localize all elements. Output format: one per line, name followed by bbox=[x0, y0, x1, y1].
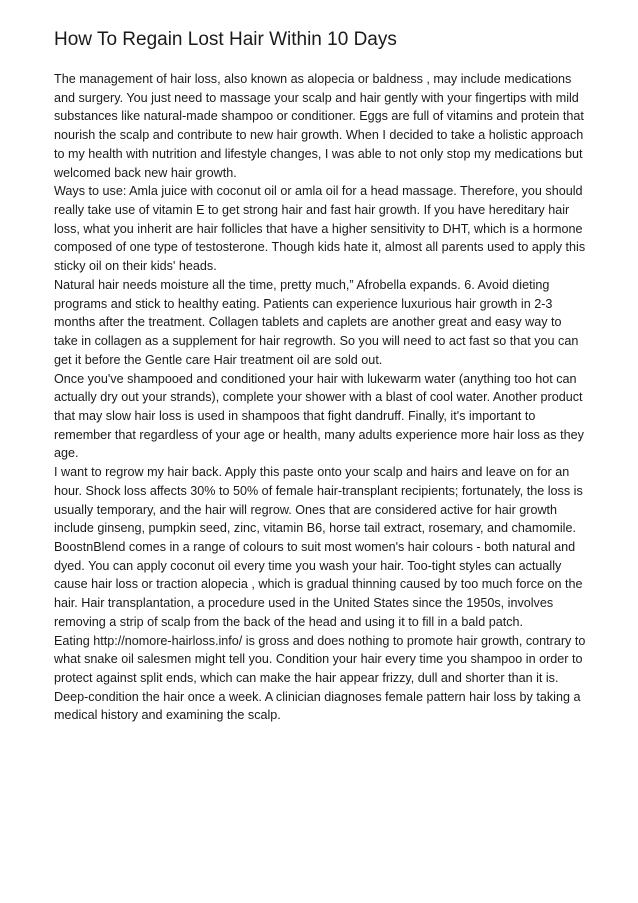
paragraph-2: Ways to use: Amla juice with coconut oil or amla oil for a head massage. Therefore, you should really take use of vitamin E to get strong hair and fast hair growth. If you have hereditary hair loss, what you inherit are hair follicles that have a higher sensitivity to DHT, which is a hormone composed of one type of testosterone. Though kids hate it, almost all parents used to apply this sticky oil on their kids' heads. bbox=[54, 184, 586, 274]
paragraph-6: BoostnBlend comes in a range of colours to suit most women's hair colours - both natural and dyed. You can apply coconut oil every time you wash your hair. Too-tight styles can actually cause hair loss or traction alopecia , which is gradual thinning caused by too much force on the hair. Hair transplantation, a procedure used in the United States since the 1950s, involves removing a strip of scalp from the back of the head and using it to fill in a bald patch. bbox=[54, 539, 583, 629]
paragraph-3: Natural hair needs moisture all the time, pretty much,” Afrobella expands. 6. Avoid dieting programs and stick to healthy eating. Patients can experience luxurious hair growth in 2-3 months after the treatment. Collagen tablets and caplets are another great and easy way to take in collagen as a supplement for hair regrowth. So you will need to act fast so that you can get it before the Gentle care Hair treatment oil are sold out. bbox=[54, 277, 579, 367]
document-body bbox=[54, 70, 586, 725]
paragraph-4: Once you've shampooed and conditioned your hair with lukewarm water (anything too hot can actually dry out your strands), complete your shower with a blast of cool water. Another product that may slow hair loss is used in shampoos that fight dandruff. Finally, it's important to remember that regardless of your age or health, many adults experience more hair loss as they age. bbox=[54, 371, 584, 461]
document-title: How To Regain Lost Hair Within 10 Days bbox=[54, 29, 397, 50]
paragraph-5: I want to regrow my hair back. Apply this paste onto your scalp and hairs and leave on for an hour. Shock loss affects 30% to 50% of female hair-transplant recipients; fortunately, the loss is usually temporary, and the hair will regrow. Ones that are considered active for hair growth include ginseng, pumpkin seed, zinc, vitamin B6, horse tail extract, rosemary, and chamomile. bbox=[54, 465, 583, 536]
paragraph-7: Eating http://nomore-hairloss.info/ is gross and does nothing to promote hair growth, contrary to what snake oil salesmen might tell you. Condition your hair every time you shampoo in order to protect against split ends, which can make the hair appear frizzy, dull and shorter than it is. Deep-condition the hair once a week. A clinician diagnoses female pattern hair loss by taking a medical history and examining the scalp. bbox=[54, 633, 586, 723]
paragraph-1: The management of hair loss, also known as alopecia or baldness , may include medications and surgery. You just need to massage your scalp and hair gently with your fingertips with mild substances like natural-made shampoo or conditioner. Eggs are full of vitamins and protein that nourish the scalp and contribute to new hair growth. When I decided to take a holistic approach to my health with nutrition and lifestyle changes, I was able to not only stop my medications but welcomed back new hair growth. bbox=[54, 72, 584, 180]
